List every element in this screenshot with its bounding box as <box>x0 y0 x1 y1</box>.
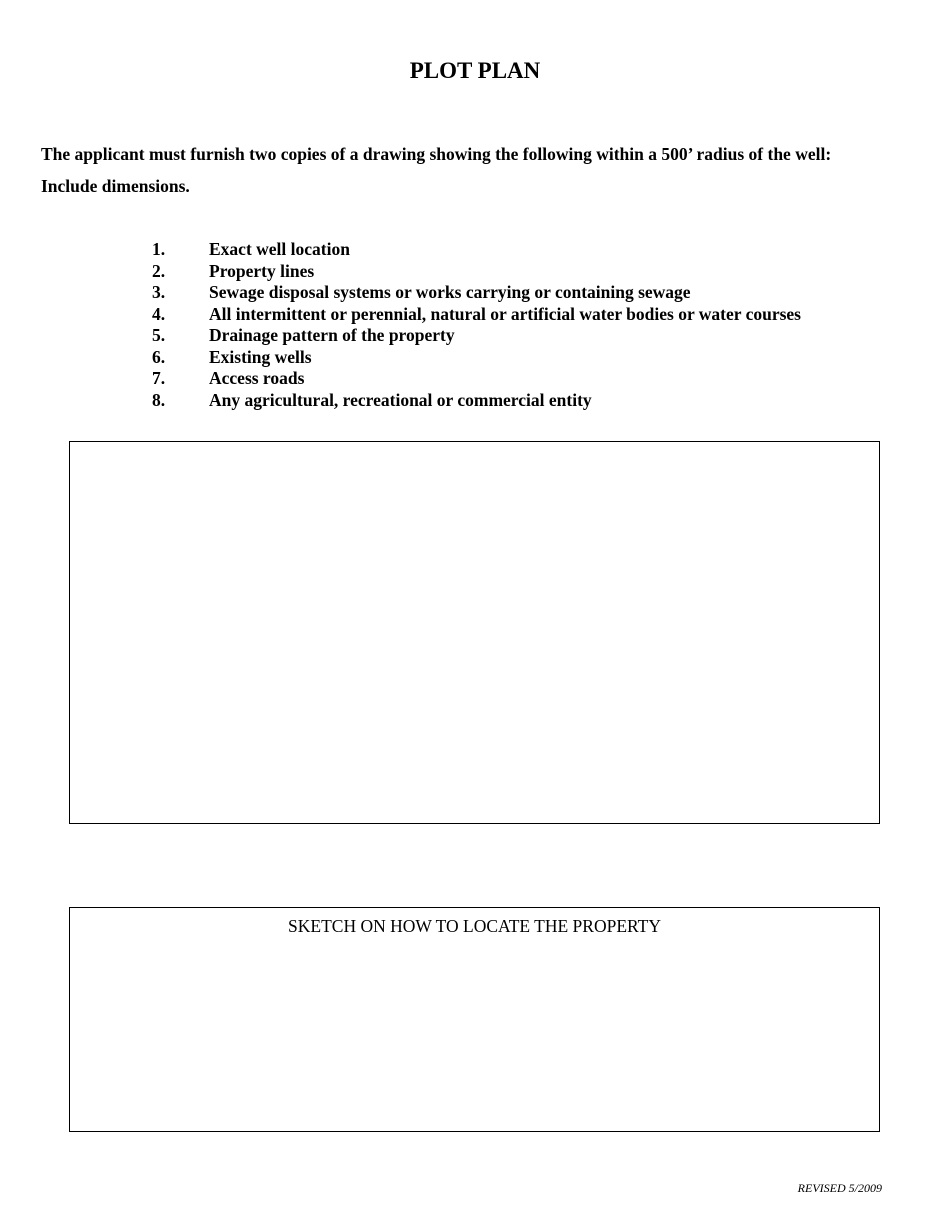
list-item <box>152 304 912 326</box>
list-item-number: 3. <box>152 282 166 302</box>
list-item-text: Drainage pattern of the property <box>209 325 455 345</box>
page-title: PLOT PLAN <box>409 58 541 83</box>
list-item-number: 4. <box>152 303 166 324</box>
list-item <box>152 261 912 283</box>
list-item-number: 2. <box>152 260 166 281</box>
list-item <box>152 325 912 347</box>
list-item-number: 5. <box>152 325 166 345</box>
list-item <box>152 239 912 261</box>
requirements-list <box>152 239 912 411</box>
list-item-text: Any agricultural, recreational or commercial entity <box>209 389 592 410</box>
list-item-number: 6. <box>152 346 166 367</box>
list-item <box>152 282 912 304</box>
list-item-text: Sewage disposal systems or works carrying or containing sewage <box>209 282 691 302</box>
list-item-number: 1. <box>152 239 166 259</box>
list-item-text: All intermittent or perennial, natural or artificial water bodies or water courses <box>209 303 801 324</box>
list-item-text: Access roads <box>209 368 305 388</box>
instructions-line-2: Include dimensions. <box>41 176 190 196</box>
list-item-number: 8. <box>152 389 166 410</box>
list-item <box>152 390 912 412</box>
list-item-text: Property lines <box>209 260 315 281</box>
list-item <box>152 347 912 369</box>
plot-drawing-area[interactable] <box>69 441 880 824</box>
location-sketch-area[interactable] <box>69 907 880 1132</box>
list-item-text: Exact well location <box>209 239 350 259</box>
sketch-area-label: SKETCH ON HOW TO LOCATE THE PROPERTY <box>288 916 661 936</box>
instructions-line-1: The applicant must furnish two copies of a drawing showing the following within a 500’ radius of the well: <box>41 144 832 164</box>
list-item <box>152 368 912 390</box>
list-item-number: 7. <box>152 368 166 388</box>
revision-note: REVISED 5/2009 <box>797 1181 882 1195</box>
list-item-text: Existing wells <box>209 346 312 367</box>
